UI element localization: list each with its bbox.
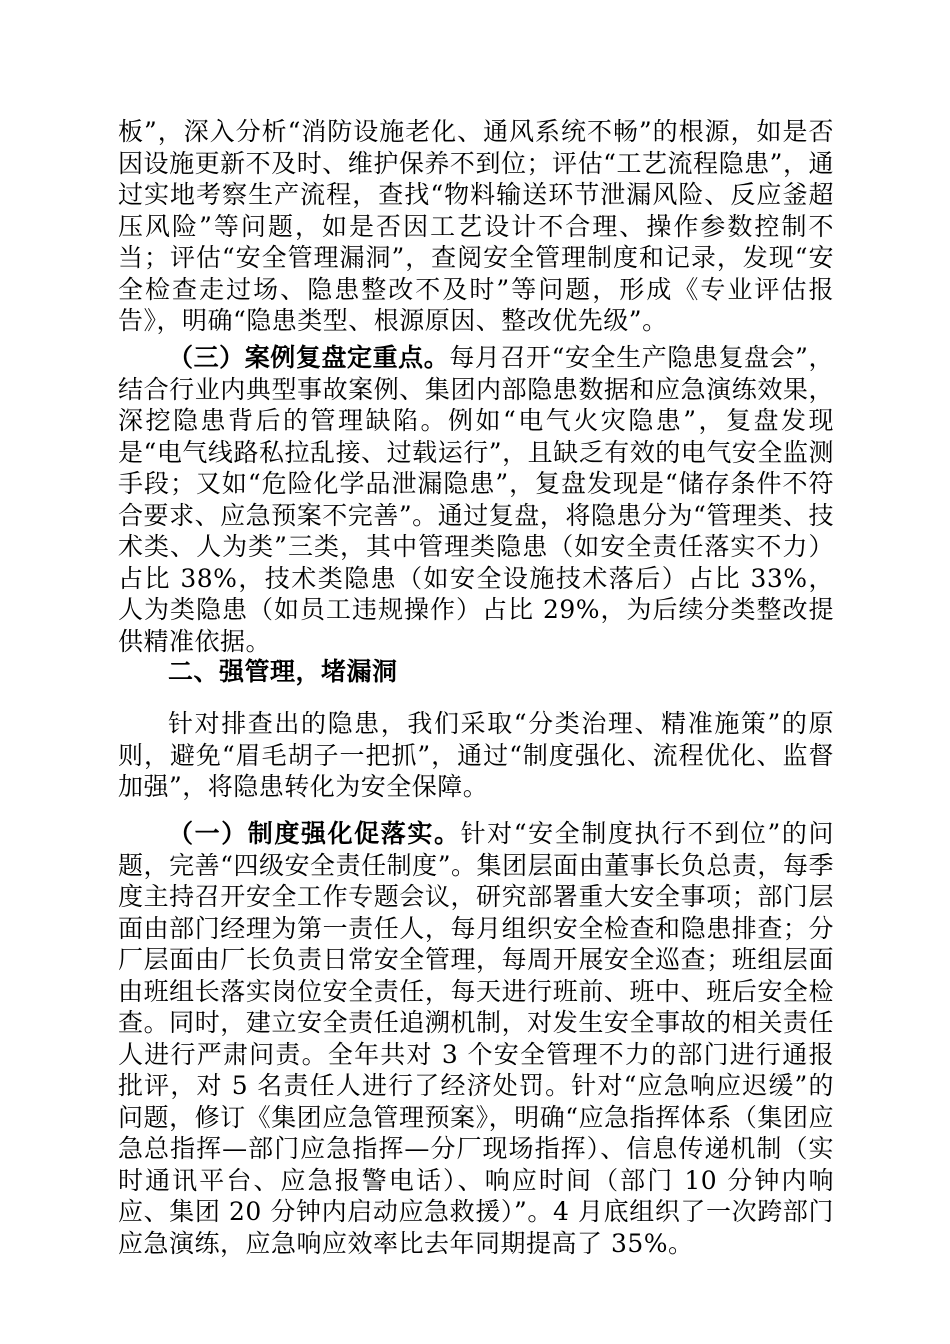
paragraph-text: 针对“安全制度执行不到位”的问题，完善“四级安全责任制度”。集团层面由董事长负总责，每季度主持召开安全工作专题会议，研究部署重大安全事项；部门层面由部门经理为第一责任人，每月组织安全检查和隐患排查；分厂层面由厂长负责日常安全管理，每周开展安全巡查；班组层面由班组长落实岗位安全责任，每天进行班前、班中、班后安全检查。同时，建立安全责任追溯机制，对发生安全事故的相关责任人进行严肃问责。全年共对 3 个安全管理不力的部门进行通报批评，对 5 名责任人进行了经济处罚。针对“应急响应迟缓”的问题，修订《集团应急管理预案》，明确“应急指挥体系（集团应急总指挥—部门应急指挥—分厂现场指挥）、信息传递机制（实时通讯平台、应急报警电话）、响应时间（部门 10 分钟内响应、集团 20 分钟内启动应急救援）”。4 月底组织了一次跨部门应急演练，应急响应效率比去年同期提高了 35%。 bbox=[118, 819, 834, 1258]
paragraph-case-review bbox=[118, 342, 834, 657]
paragraph-risk-assessment bbox=[118, 116, 834, 337]
paragraph-lead: （一）制度强化促落实。 bbox=[168, 819, 461, 848]
section-heading: 二、强管理，堵漏洞 bbox=[168, 657, 398, 686]
paragraph-lead: （三）案例复盘定重点。 bbox=[168, 343, 450, 372]
paragraph-text: 板”，深入分析“消防设施老化、通风系统不畅”的根源，如是否因设施更新不及时、维护保养不到位；评估“工艺流程隐患”，通过实地考察生产流程，查找“物料输送环节泄漏风险、反应釜超压风险”等问题，如是否因工艺设计不合理、操作参数控制不当；评估“安全管理漏洞”，查阅安全管理制度和记录，发现“安全检查走过场、隐患整改不及时”等问题，形成《专业评估报告》，明确“隐患类型、根源原因、整改优先级”。 bbox=[118, 117, 834, 335]
paragraph-intro bbox=[118, 708, 834, 803]
paragraph-text: 每月召开“安全生产隐患复盘会”，结合行业内典型事故案例、集团内部隐患数据和应急演练效果，深挖隐患背后的管理缺陷。例如“电气火灾隐患”，复盘发现是“电气线路私拉乱接、过载运行”，且缺乏有效的电气安全监测手段；又如“危险化学品泄漏隐患”，复盘发现是“储存条件不符合要求、应急预案不完善”。通过复盘，将隐患分为“管理类、技术类、人为类”三类，其中管理类隐患（如安全责任落实不力）占比 38%，技术类隐患（如安全设施技术落后）占比 33%，人为类隐患（如员工违规操作）占比 29%，为后续分类整改提供精准依据。 bbox=[118, 343, 834, 656]
paragraph-text: 针对排查出的隐患，我们采取“分类治理、精准施策”的原则，避免“眉毛胡子一把抓”，通过“制度强化、流程优化、监督加强”，将隐患转化为安全保障。 bbox=[118, 709, 834, 801]
paragraph-system-strengthening bbox=[118, 818, 834, 1259]
